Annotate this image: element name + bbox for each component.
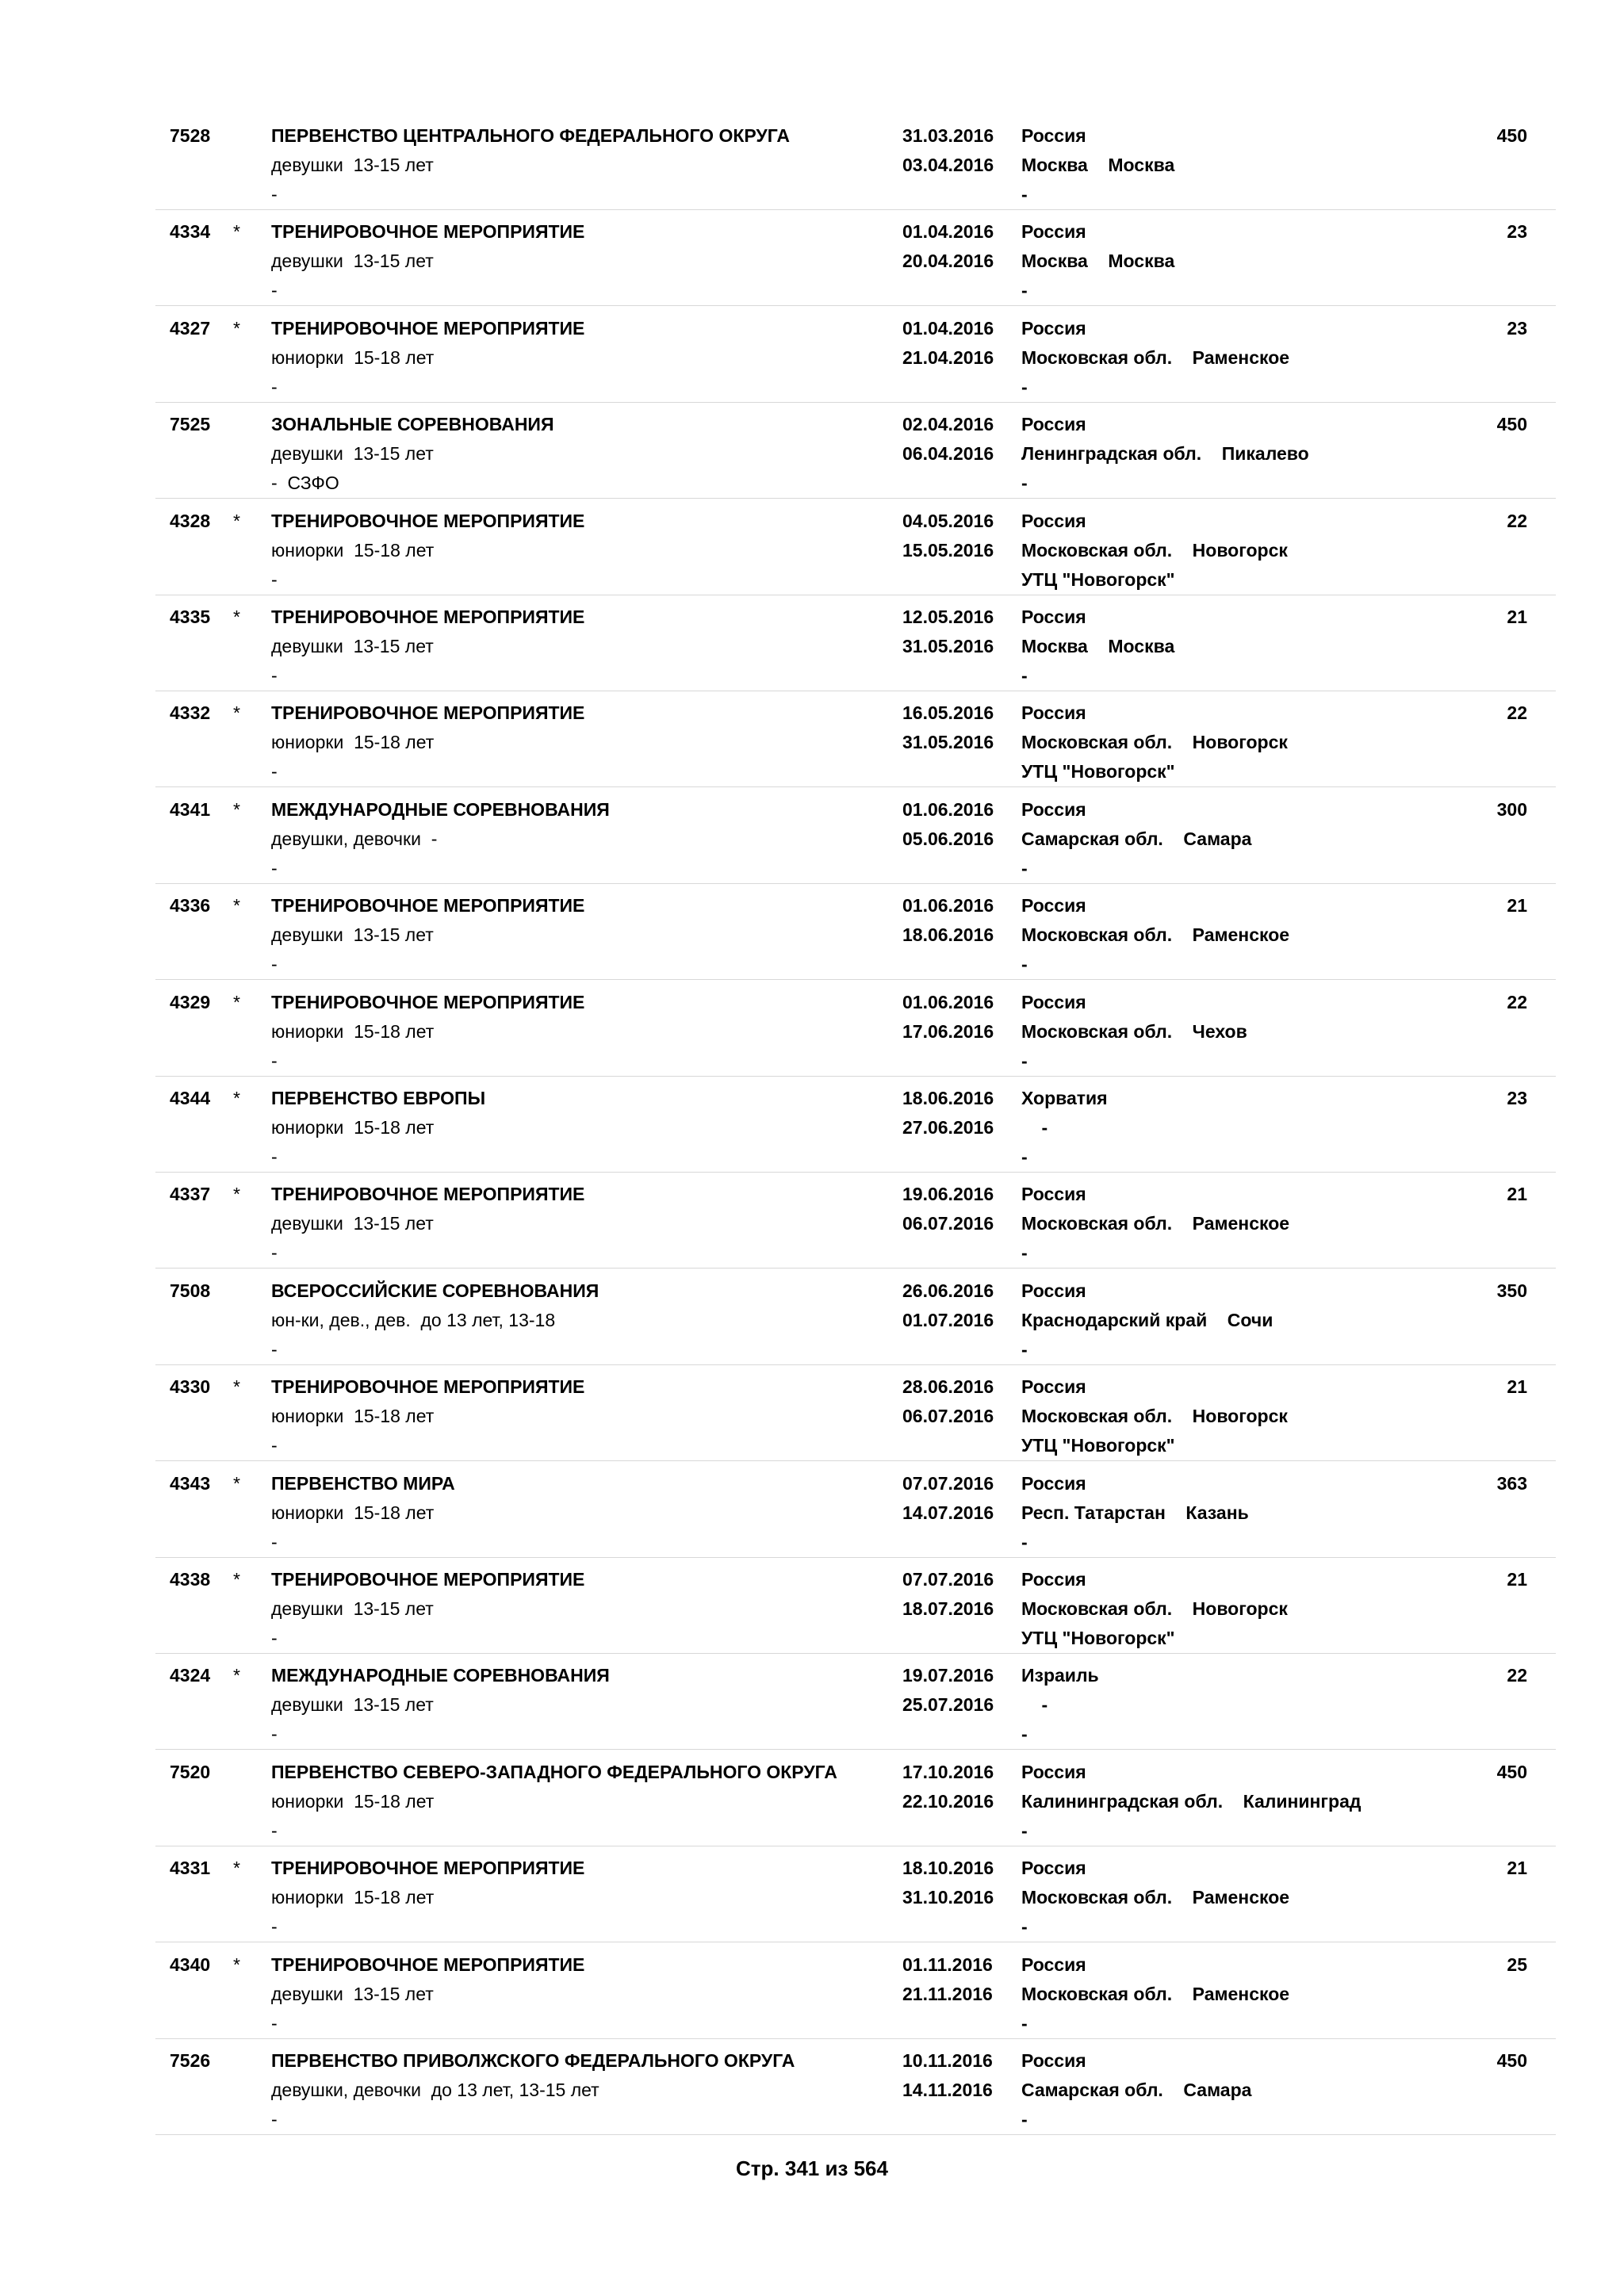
marker-star: * <box>233 221 240 243</box>
marker-star: * <box>233 702 240 724</box>
participants: девушки, девочки - <box>271 828 438 849</box>
marker-star: * <box>233 1376 240 1398</box>
venue: УТЦ "Новогорск" <box>1021 761 1175 783</box>
venue: - <box>1021 954 1028 975</box>
start-date: 18.06.2016 <box>902 1088 994 1108</box>
table-row <box>155 2038 1556 2135</box>
event-note: - <box>271 665 278 686</box>
event-note: - <box>271 1242 278 1264</box>
event-note: - <box>271 568 278 590</box>
country: Россия <box>1021 895 1086 916</box>
event-name: ПЕРВЕНСТВО ЦЕНТРАЛЬНОГО ФЕДЕРАЛЬНОГО ОКРУГА <box>271 125 790 146</box>
event-name: ТРЕНИРОВОЧНОЕ МЕРОПРИЯТИЕ <box>271 895 585 916</box>
country: Россия <box>1021 510 1086 531</box>
end-date: 31.05.2016 <box>902 636 994 656</box>
location: - <box>1021 1117 1048 1138</box>
event-code: 4332 <box>170 702 211 724</box>
event-note: - <box>271 1628 278 1648</box>
participants: девушки 13-15 лет <box>271 1598 434 1619</box>
end-date: 03.04.2016 <box>902 155 994 175</box>
location: Москва Москва <box>1021 251 1175 272</box>
event-code: 4338 <box>170 1569 211 1590</box>
venue: - <box>1021 2012 1028 2034</box>
end-date: 25.07.2016 <box>902 1694 994 1716</box>
event-name: ТРЕНИРОВОЧНОЕ МЕРОПРИЯТИЕ <box>271 1184 585 1205</box>
venue: - <box>1021 376 1028 397</box>
event-note: - <box>271 954 278 975</box>
start-date: 26.06.2016 <box>902 1280 994 1301</box>
event-name: ЗОНАЛЬНЫЕ СОРЕВНОВАНИЯ <box>271 414 554 435</box>
location: Московская обл. Раменское <box>1021 1887 1290 1908</box>
end-date: 17.06.2016 <box>902 1020 994 1042</box>
country: Россия <box>1021 1569 1086 1590</box>
start-date: 01.04.2016 <box>902 317 994 339</box>
venue: - <box>1021 1724 1028 1745</box>
event-name: ПЕРВЕНСТВО ПРИВОЛЖСКОГО ФЕДЕРАЛЬНОГО ОКРУГА <box>271 2050 795 2071</box>
location: Калининградская обл. Калининград <box>1021 1790 1362 1812</box>
start-date: 07.07.2016 <box>902 1569 994 1590</box>
table-row <box>155 1172 1556 1269</box>
venue: - <box>1021 1146 1028 1167</box>
venue: УТЦ "Новогорск" <box>1021 1435 1175 1456</box>
country: Россия <box>1021 991 1086 1012</box>
marker-star: * <box>233 1858 240 1879</box>
event-name: ТРЕНИРОВОЧНОЕ МЕРОПРИЯТИЕ <box>271 1858 585 1879</box>
location: Респ. Татарстан Казань <box>1021 1502 1249 1523</box>
event-name: ПЕРВЕНСТВО МИРА <box>271 1472 455 1494</box>
location: Московская обл. Новогорск <box>1021 1406 1288 1427</box>
event-name: ТРЕНИРОВОЧНОЕ МЕРОПРИЯТИЕ <box>271 317 585 339</box>
participant-count: 450 <box>1496 2050 1527 2071</box>
marker-star: * <box>233 1184 240 1205</box>
location: Московская обл. Раменское <box>1021 346 1290 368</box>
table-row <box>155 691 1556 787</box>
event-name: МЕЖДУНАРОДНЫЕ СОРЕВНОВАНИЯ <box>271 798 610 820</box>
marker-star: * <box>233 1088 240 1108</box>
country: Россия <box>1021 414 1086 435</box>
country: Россия <box>1021 607 1086 627</box>
location: Ленинградская обл. Пикалево <box>1021 443 1309 465</box>
marker-star: * <box>233 798 240 820</box>
event-note: - <box>271 1531 278 1552</box>
participants: юниорки 15-18 лет <box>271 1020 435 1042</box>
event-name: ТРЕНИРОВОЧНОЕ МЕРОПРИЯТИЕ <box>271 1569 585 1590</box>
event-name: ТРЕНИРОВОЧНОЕ МЕРОПРИЯТИЕ <box>271 1376 585 1398</box>
event-code: 4334 <box>170 221 211 243</box>
start-date: 01.06.2016 <box>902 798 994 820</box>
marker-star: * <box>233 1569 240 1590</box>
start-date: 12.05.2016 <box>902 607 994 627</box>
participant-count: 21 <box>1507 1858 1527 1879</box>
country: Россия <box>1021 1954 1086 1975</box>
marker-star: * <box>233 991 240 1012</box>
venue: - <box>1021 1531 1028 1552</box>
event-note: - <box>271 376 278 397</box>
start-date: 07.07.2016 <box>902 1472 994 1494</box>
country: Россия <box>1021 1280 1086 1301</box>
location: Московская обл. Новогорск <box>1021 539 1288 561</box>
participants: юниорки 15-18 лет <box>271 1117 435 1138</box>
end-date: 06.07.2016 <box>902 1406 994 1427</box>
participants: юниорки 15-18 лет <box>271 1502 435 1523</box>
start-date: 28.06.2016 <box>902 1376 994 1398</box>
event-note: - <box>271 1820 278 1841</box>
venue: - <box>1021 1338 1028 1360</box>
venue: - <box>1021 1242 1028 1264</box>
marker-star: * <box>233 510 240 531</box>
event-note: - <box>271 1916 278 1938</box>
event-note: - <box>271 280 278 301</box>
end-date: 14.11.2016 <box>902 2080 993 2100</box>
event-code: 4335 <box>170 607 211 627</box>
event-code: 4329 <box>170 991 211 1012</box>
end-date: 15.05.2016 <box>902 539 994 561</box>
table-row <box>155 1942 1556 2039</box>
table-row <box>155 980 1556 1077</box>
participants: юниорки 15-18 лет <box>271 346 435 368</box>
event-code: 4327 <box>170 317 211 339</box>
participant-count: 450 <box>1496 1761 1527 1782</box>
table-row <box>155 1557 1556 1654</box>
end-date: 06.04.2016 <box>902 443 994 465</box>
end-date: 31.10.2016 <box>902 1887 994 1908</box>
venue: - <box>1021 1050 1028 1071</box>
location: Московская обл. Раменское <box>1021 1213 1290 1234</box>
event-code: 7508 <box>170 1280 211 1301</box>
start-date: 01.11.2016 <box>902 1954 993 1975</box>
location: Самарская обл. Самара <box>1021 828 1252 849</box>
participants: девушки 13-15 лет <box>271 443 434 465</box>
participant-count: 450 <box>1496 125 1527 146</box>
country: Россия <box>1021 221 1086 243</box>
participants: юн-ки, дев., дев. до 13 лет, 13-18 <box>271 1309 556 1330</box>
participants: девушки 13-15 лет <box>271 1694 434 1716</box>
end-date: 01.07.2016 <box>902 1309 994 1330</box>
venue: - <box>1021 857 1028 878</box>
event-code: 4343 <box>170 1472 211 1494</box>
marker-star: * <box>233 895 240 916</box>
end-date: 06.07.2016 <box>902 1213 994 1234</box>
table-row <box>155 787 1556 884</box>
venue: УТЦ "Новогорск" <box>1021 568 1175 590</box>
table-row <box>155 113 1556 210</box>
table-row <box>155 1076 1556 1173</box>
location: Москва Москва <box>1021 155 1175 175</box>
event-name: ПЕРВЕНСТВО ЕВРОПЫ <box>271 1088 486 1108</box>
participant-count: 22 <box>1507 991 1527 1012</box>
event-name: ТРЕНИРОВОЧНОЕ МЕРОПРИЯТИЕ <box>271 607 585 627</box>
country: Россия <box>1021 702 1086 724</box>
event-note: - <box>271 1050 278 1071</box>
participant-count: 300 <box>1496 798 1527 820</box>
country: Россия <box>1021 1761 1086 1782</box>
location: Московская обл. Раменское <box>1021 1983 1290 2004</box>
event-name: МЕЖДУНАРОДНЫЕ СОРЕВНОВАНИЯ <box>271 1665 610 1686</box>
venue: - <box>1021 665 1028 686</box>
country: Россия <box>1021 1858 1086 1879</box>
event-code: 4340 <box>170 1954 211 1975</box>
participant-count: 23 <box>1507 317 1527 339</box>
start-date: 16.05.2016 <box>902 702 994 724</box>
participant-count: 21 <box>1507 1184 1527 1205</box>
event-code: 4324 <box>170 1665 211 1686</box>
start-date: 18.10.2016 <box>902 1858 994 1879</box>
event-note: - СЗФО <box>271 473 339 494</box>
event-note: - <box>271 857 278 878</box>
participants: девушки 13-15 лет <box>271 155 434 175</box>
participant-count: 21 <box>1507 607 1527 627</box>
venue: - <box>1021 1820 1028 1841</box>
start-date: 02.04.2016 <box>902 414 994 435</box>
start-date: 10.11.2016 <box>902 2050 993 2071</box>
participant-count: 21 <box>1507 1376 1527 1398</box>
event-note: - <box>271 2012 278 2034</box>
start-date: 31.03.2016 <box>902 125 994 146</box>
participants: девушки 13-15 лет <box>271 251 434 272</box>
event-name: ТРЕНИРОВОЧНОЕ МЕРОПРИЯТИЕ <box>271 221 585 243</box>
table-row <box>155 595 1556 691</box>
table-row <box>155 499 1556 595</box>
participant-count: 23 <box>1507 221 1527 243</box>
event-name: ТРЕНИРОВОЧНОЕ МЕРОПРИЯТИЕ <box>271 510 585 531</box>
marker-star: * <box>233 1665 240 1686</box>
event-note: - <box>271 761 278 783</box>
location: Краснодарский край Сочи <box>1021 1309 1274 1330</box>
country: Россия <box>1021 798 1086 820</box>
start-date: 01.06.2016 <box>902 895 994 916</box>
country: Россия <box>1021 1184 1086 1205</box>
end-date: 14.07.2016 <box>902 1502 994 1523</box>
end-date: 21.11.2016 <box>902 1983 993 2004</box>
table-row <box>155 306 1556 403</box>
location: - <box>1021 1694 1048 1716</box>
event-code: 4344 <box>170 1088 211 1108</box>
country: Израиль <box>1021 1665 1099 1686</box>
venue: УТЦ "Новогорск" <box>1021 1628 1175 1648</box>
venue: - <box>1021 1916 1028 1938</box>
country: Россия <box>1021 317 1086 339</box>
participants: девушки, девочки до 13 лет, 13-15 лет <box>271 2080 599 2100</box>
end-date: 31.05.2016 <box>902 732 994 753</box>
participant-count: 21 <box>1507 895 1527 916</box>
event-code: 7528 <box>170 125 211 146</box>
country: Хорватия <box>1021 1088 1108 1108</box>
table-row <box>155 1461 1556 1558</box>
end-date: 05.06.2016 <box>902 828 994 849</box>
end-date: 18.07.2016 <box>902 1598 994 1619</box>
event-code: 7526 <box>170 2050 211 2071</box>
participant-count: 22 <box>1507 702 1527 724</box>
event-code: 7520 <box>170 1761 211 1782</box>
end-date: 21.04.2016 <box>902 346 994 368</box>
start-date: 19.06.2016 <box>902 1184 994 1205</box>
participants: девушки 13-15 лет <box>271 636 434 656</box>
end-date: 22.10.2016 <box>902 1790 994 1812</box>
country: Россия <box>1021 1472 1086 1494</box>
event-note: - <box>271 1338 278 1360</box>
participants: девушки 13-15 лет <box>271 924 434 946</box>
event-note: - <box>271 1146 278 1167</box>
event-code: 4330 <box>170 1376 211 1398</box>
location: Москва Москва <box>1021 636 1175 656</box>
participants: девушки 13-15 лет <box>271 1983 434 2004</box>
marker-star: * <box>233 1472 240 1494</box>
marker-star: * <box>233 607 240 627</box>
end-date: 20.04.2016 <box>902 251 994 272</box>
end-date: 18.06.2016 <box>902 924 994 946</box>
event-name: ТРЕНИРОВОЧНОЕ МЕРОПРИЯТИЕ <box>271 702 585 724</box>
event-note: - <box>271 1435 278 1456</box>
participants: девушки 13-15 лет <box>271 1213 434 1234</box>
participants: юниорки 15-18 лет <box>271 1790 435 1812</box>
event-name: ТРЕНИРОВОЧНОЕ МЕРОПРИЯТИЕ <box>271 991 585 1012</box>
country: Россия <box>1021 125 1086 146</box>
event-code: 4337 <box>170 1184 211 1205</box>
country: Россия <box>1021 2050 1086 2071</box>
location: Московская обл. Новогорск <box>1021 1598 1288 1619</box>
table-row <box>155 1269 1556 1365</box>
participant-count: 25 <box>1507 1954 1527 1975</box>
table-row <box>155 1846 1556 1942</box>
table-row <box>155 402 1556 499</box>
participants: юниорки 15-18 лет <box>271 1887 435 1908</box>
venue: - <box>1021 280 1028 301</box>
participant-count: 21 <box>1507 1569 1527 1590</box>
event-note: - <box>271 184 278 205</box>
start-date: 04.05.2016 <box>902 510 994 531</box>
start-date: 19.07.2016 <box>902 1665 994 1686</box>
venue: - <box>1021 184 1028 205</box>
participant-count: 22 <box>1507 510 1527 531</box>
marker-star: * <box>233 317 240 339</box>
participant-count: 363 <box>1496 1472 1527 1494</box>
table-row <box>155 883 1556 980</box>
participants: юниорки 15-18 лет <box>271 732 435 753</box>
table-row <box>155 1364 1556 1461</box>
start-date: 01.06.2016 <box>902 991 994 1012</box>
event-code: 4336 <box>170 895 211 916</box>
table-row <box>155 209 1556 306</box>
participants: юниорки 15-18 лет <box>271 539 435 561</box>
event-code: 4331 <box>170 1858 211 1879</box>
event-code: 7525 <box>170 414 211 435</box>
event-name: ПЕРВЕНСТВО СЕВЕРО-ЗАПАДНОГО ФЕДЕРАЛЬНОГО ОКРУГА <box>271 1761 837 1782</box>
participant-count: 22 <box>1507 1665 1527 1686</box>
marker-star: * <box>233 1954 240 1975</box>
start-date: 17.10.2016 <box>902 1761 994 1782</box>
venue: - <box>1021 2109 1028 2130</box>
table-row <box>155 1653 1556 1750</box>
participant-count: 23 <box>1507 1088 1527 1108</box>
page-number: Стр. 341 из 564 <box>736 2156 888 2180</box>
table-row <box>155 1750 1556 1846</box>
event-note: - <box>271 1724 278 1745</box>
end-date: 27.06.2016 <box>902 1117 994 1138</box>
location: Московская обл. Чехов <box>1021 1020 1247 1042</box>
event-name: ТРЕНИРОВОЧНОЕ МЕРОПРИЯТИЕ <box>271 1954 585 1975</box>
start-date: 01.04.2016 <box>902 221 994 243</box>
event-code: 4328 <box>170 510 211 531</box>
location: Московская обл. Новогорск <box>1021 732 1288 753</box>
venue: - <box>1021 473 1028 494</box>
participant-count: 450 <box>1496 414 1527 435</box>
location: Московская обл. Раменское <box>1021 924 1290 946</box>
location: Самарская обл. Самара <box>1021 2080 1252 2100</box>
participant-count: 350 <box>1496 1280 1527 1301</box>
event-name: ВСЕРОССИЙСКИЕ СОРЕВНОВАНИЯ <box>271 1280 599 1301</box>
participants: юниорки 15-18 лет <box>271 1406 435 1427</box>
country: Россия <box>1021 1376 1086 1398</box>
event-note: - <box>271 2109 278 2130</box>
event-code: 4341 <box>170 798 211 820</box>
